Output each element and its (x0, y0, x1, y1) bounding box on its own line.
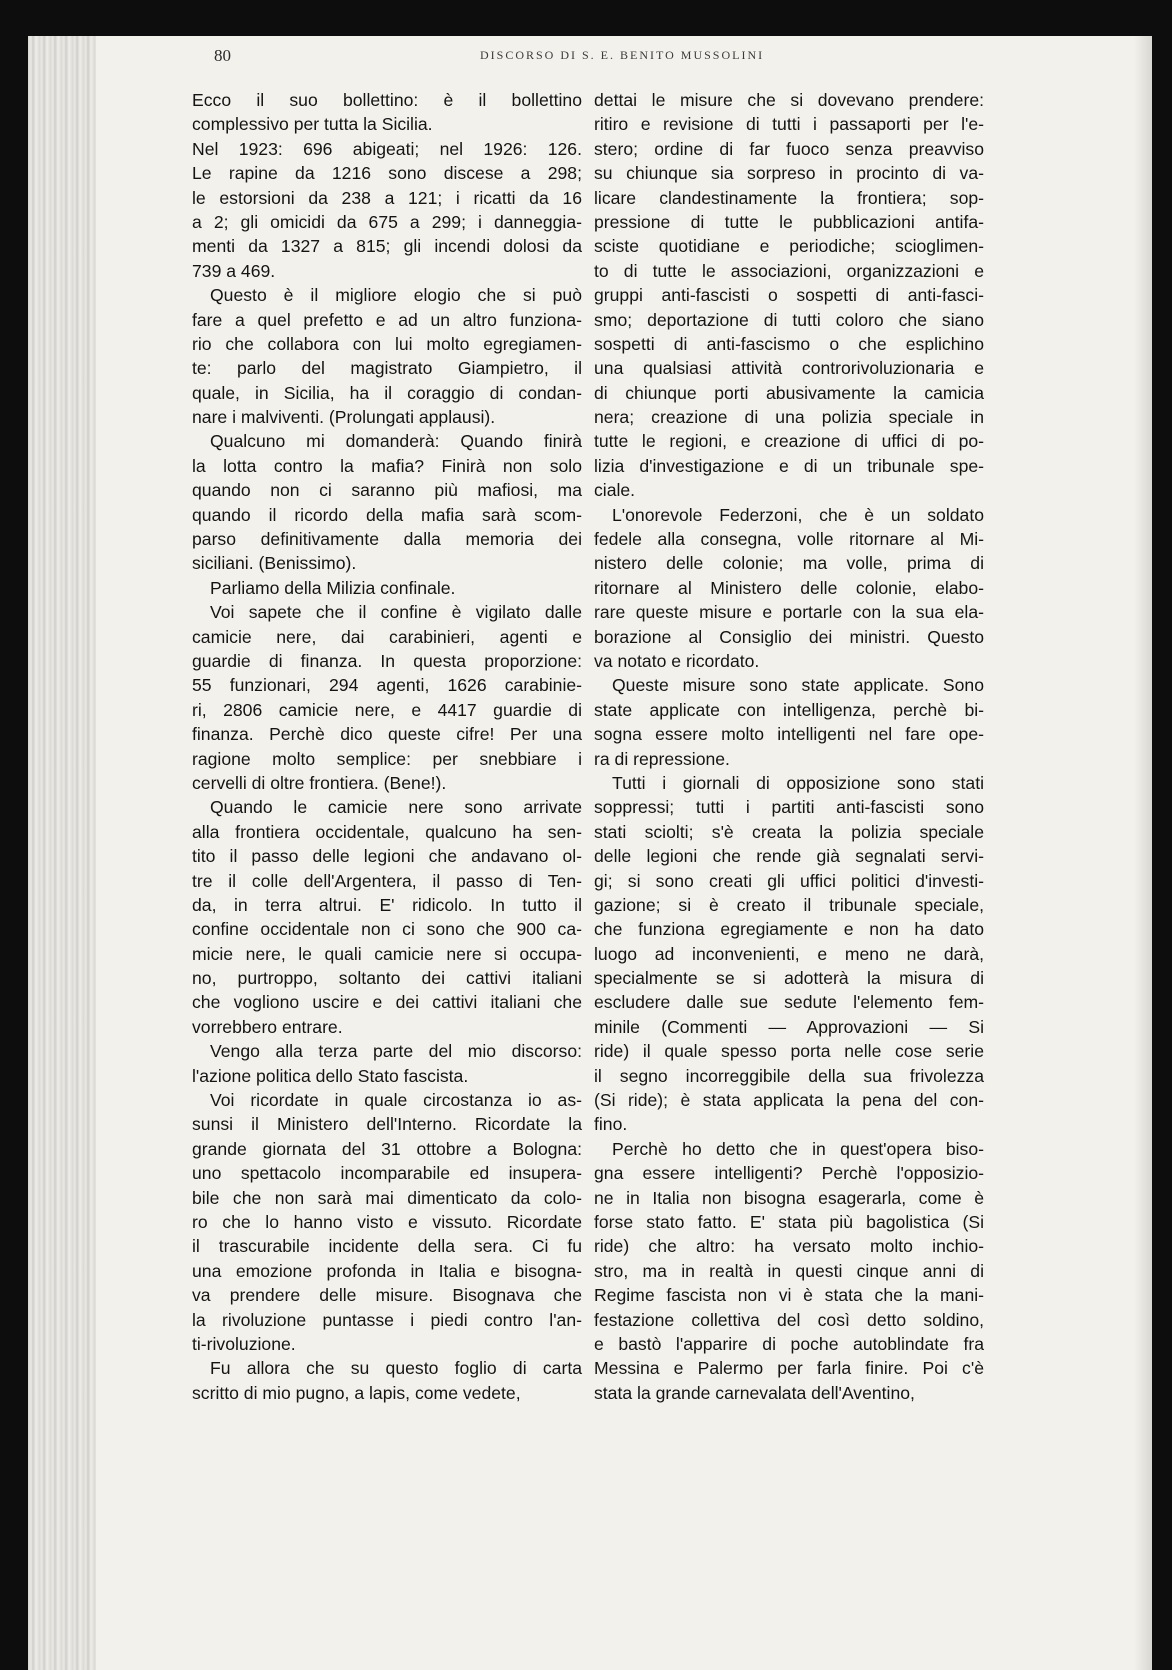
text-line: micie nere, le quali camicie nere si occupa- (192, 943, 582, 964)
text-line: Le rapine da 1216 sono discese a 298; (192, 163, 582, 184)
text-line: quando non ci saranno più mafiosi, ma (192, 480, 582, 501)
text-line: guardie di finanza. In questa proporzione: (192, 650, 582, 671)
text-line: ri, 2806 camicie nere, e 4417 guardie di (192, 699, 582, 720)
text-line: minile (Commenti — Approvazioni — Si (594, 1016, 984, 1037)
text-line: Voi sapete che il confine è vigilato dalle (210, 602, 582, 623)
text-line: parso definitivamente dalla memoria dei (192, 529, 582, 550)
text-line: una emozione profonda in Italia e bisogna- (192, 1260, 582, 1281)
text-line: siciliani. (Benissimo). (192, 553, 357, 574)
text-line: no, purtroppo, soltanto dei cattivi italiani (192, 968, 582, 989)
page-edge-shadow (1134, 36, 1152, 1670)
text-line: fedele alla consegna, volle ritornare al Mi- (594, 529, 984, 550)
text-line: l'azione politica dello Stato fascista. (192, 1065, 469, 1086)
text-line: tutte le regioni, e creazione di uffici di po- (594, 431, 984, 452)
text-line: Ecco il suo bollettino: è il bollettino (192, 90, 582, 110)
text-line: Voi ricordate in quale circostanza io as- (210, 1090, 582, 1111)
text-line: che vogliono uscire e dei cattivi italiani che (192, 992, 582, 1013)
text-line: gna essere intelligenti? Perchè l'opposizio- (594, 1163, 984, 1184)
text-line: stero; ordine di far fuoco senza preavviso (594, 138, 984, 159)
text-line: a 2; gli omicidi da 675 a 299; i danneggia- (192, 211, 582, 232)
text-line: forse stato fatto. E' stata più bagolistica (Si (594, 1211, 984, 1232)
text-line: gi; si sono creati gli uffici politici d'investi- (594, 870, 984, 891)
right-text-column (594, 88, 984, 1405)
text-line: sogna essere molto intelligenti nel fare ope- (594, 724, 984, 745)
text-line: di chiunque porti abusivamente la camicia (594, 382, 984, 403)
text-line: delle legioni che rende già segnalati servi- (594, 846, 984, 867)
text-line: ritiro e revisione di tutti i passaporti per l'e- (594, 114, 984, 135)
text-line: Qualcuno mi domanderà: Quando finirà (210, 431, 582, 452)
text-line: la lotta contro la mafia? Finirà non solo (192, 455, 582, 476)
text-line: complessivo per tutta la Sicilia. (192, 114, 433, 135)
text-line: la rivoluzione puntasse i piedi contro l'an- (192, 1309, 582, 1330)
text-line: licare clandestinamente la frontiera; sop- (594, 187, 984, 208)
text-line: Parliamo della Milizia confinale. (210, 577, 456, 598)
text-line: sospetti di anti-fascismo o che esplichino (594, 333, 984, 354)
text-line: ride) il quale spesso porta nelle cose serie (594, 1041, 984, 1062)
text-line: to di tutte le associazioni, organizzazioni e (594, 260, 984, 281)
text-line: il segno incorreggibile della sua frivolezza (594, 1065, 984, 1086)
text-line: escludere dalle sue sedute l'elemento fem- (594, 992, 984, 1013)
text-line: stata la grande carnevalata dell'Aventino, (594, 1382, 915, 1403)
text-line: ra di repressione. (594, 748, 730, 769)
text-line: Fu allora che su questo foglio di carta (210, 1358, 582, 1379)
text-line: bile che non sarà mai dimenticato da colo- (192, 1187, 582, 1208)
text-line: ciale. (594, 480, 636, 501)
text-line: tre il colle dell'Argentera, il passo di Ten- (192, 870, 582, 891)
text-line: Perchè ho detto che in quest'opera biso- (612, 1138, 984, 1159)
text-line: stro, ma in realtà in questi cinque anni di (594, 1260, 984, 1281)
text-line: camicie nere, dai carabinieri, agenti e (192, 626, 582, 647)
text-line: Nel 1923: 696 abigeati; nel 1926: 126. (192, 138, 582, 159)
text-line: gruppi anti-fascisti o sospetti di anti-fasci- (594, 285, 984, 306)
text-line: luogo ad inconvenienti, e meno ne darà, (594, 943, 984, 964)
text-line: ride) che altro: ha versato molto inchio- (594, 1236, 984, 1257)
text-line: nare i malviventi. (Prolungati applausi). (192, 407, 496, 428)
text-line: ro che lo hanno visto e vissuto. Ricordate (192, 1211, 582, 1232)
text-line: che funziona egregiamente e non ha dato (594, 919, 984, 940)
text-line: su chiunque sia sorpreso in procinto di va- (594, 163, 984, 184)
text-line: alla frontiera occidentale, qualcuno ha sen- (192, 821, 582, 842)
left-text-column (192, 88, 582, 1405)
text-line: stati sciolti; s'è creata la polizia speciale (594, 821, 984, 842)
text-line: cervelli di oltre frontiera. (Bene!). (192, 772, 447, 793)
text-line: festazione collettiva del così detto soldino, (594, 1309, 984, 1330)
text-line: Questo è il migliore elogio che si può (210, 285, 582, 306)
text-line: va notato e ricordato. (594, 650, 760, 671)
text-line: rio che collabora con lui molto egregiamen- (192, 333, 582, 354)
text-line: (Si ride); è stata applicata la pena del con- (594, 1090, 984, 1111)
text-line: sunsi il Ministero dell'Interno. Ricordate la (192, 1114, 582, 1135)
text-line: gazione; si è creato il tribunale speciale, (594, 894, 984, 915)
text-line: ne in Italia non bisogna esagerarla, come è (594, 1187, 984, 1208)
text-line: dettai le misure che si dovevano prendere: (594, 90, 984, 110)
text-line: Queste misure sono state applicate. Sono (612, 675, 984, 696)
text-line: quando il ricordo della mafia sarà scom- (192, 504, 582, 525)
text-line: nistero delle colonie; ma volle, prima di (594, 553, 984, 574)
text-line: smo; deportazione di tutti coloro che siano (594, 309, 984, 330)
text-line: pressione di tutte le pubblicazioni antifa- (594, 211, 984, 232)
text-line: soppressi; tutti i partiti anti-fascisti sono (594, 797, 984, 818)
text-line: rare queste misure e portarle con la sua ela- (594, 602, 984, 623)
text-line: lizia d'investigazione e di un tribunale spe- (594, 455, 984, 476)
book-binding-edge (28, 36, 96, 1670)
page-number: 80 (214, 46, 231, 65)
text-line: L'onorevole Federzoni, che è un soldato (612, 504, 984, 525)
text-line: finanza. Perchè dico queste cifre! Per una (192, 724, 582, 745)
text-line: Tutti i giornali di opposizione sono stati (612, 772, 984, 793)
text-line: fino. (594, 1114, 628, 1135)
page-header (214, 46, 1034, 70)
text-line: state applicate con intelligenza, perchè bi- (594, 699, 984, 720)
text-line: ritornare al Ministero delle colonie, elabo- (594, 577, 984, 598)
text-line: confine occidentale non ci sono che 900 ca- (192, 919, 582, 940)
running-title: DISCORSO DI S. E. BENITO MUSSOLINI (480, 48, 765, 62)
text-line: grande giornata del 31 ottobre a Bologna: (192, 1138, 582, 1159)
text-line: Quando le camicie nere sono arrivate (210, 797, 582, 818)
text-line: 55 funzionari, 294 agenti, 1626 carabinie- (192, 675, 582, 696)
text-line: borazione al Consiglio dei ministri. Questo (594, 626, 984, 647)
text-line: uno spettacolo incomparabile ed insupera- (192, 1163, 582, 1184)
text-line: scritto di mio pugno, a lapis, come vedete, (192, 1382, 521, 1403)
text-line: nera; creazione di una polizia speciale in (594, 407, 984, 428)
text-line: da, in terra altrui. E' ridicolo. In tutto il (192, 894, 582, 915)
text-line: sciste quotidiane e periodiche; scioglimen- (594, 236, 984, 257)
text-line: quale, in Sicilia, ha il coraggio di condan- (192, 382, 582, 403)
text-line: e bastò l'apparire di poche autoblindate fra (594, 1333, 984, 1354)
text-line: ti-rivoluzione. (192, 1333, 296, 1354)
text-line: Messina e Palermo per farla finire. Poi c'è (594, 1358, 984, 1379)
text-line: vorrebbero entrare. (192, 1016, 343, 1037)
text-line: ragione molto semplice: per snebbiare i (192, 748, 582, 769)
text-line: 739 a 469. (192, 260, 276, 281)
text-line: va prendere delle misure. Bisognava che (192, 1285, 582, 1306)
text-line: Vengo alla terza parte del mio discorso: (210, 1041, 582, 1062)
text-line: fare a quel prefetto e ad un altro funziona- (192, 309, 582, 330)
text-line: una qualsiasi attività controrivoluzionaria e (594, 358, 984, 379)
text-line: il trascurabile incidente della sera. Ci fu (192, 1236, 582, 1257)
text-line: Regime fascista non vi è stata che la mani- (594, 1285, 984, 1306)
text-line: le estorsioni da 238 a 121; i ricatti da 16 (192, 187, 582, 208)
text-line: te: parlo del magistrato Giampietro, il (192, 358, 582, 379)
text-line: tito il passo delle legioni che andavano ol- (192, 846, 582, 867)
text-line: specialmente se si adotterà la misura di (594, 968, 984, 989)
text-line: menti da 1327 a 815; gli incendi dolosi da (192, 236, 582, 257)
